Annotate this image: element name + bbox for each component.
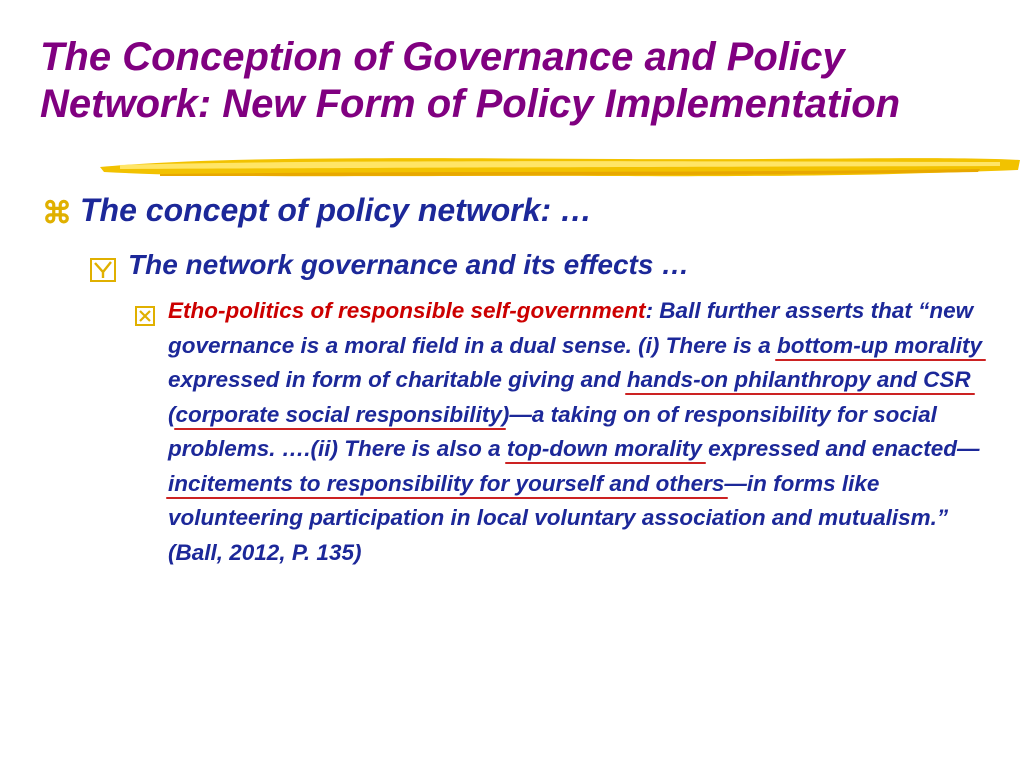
command-icon: ⌘ [42,197,72,230]
underlined-phrase: incitements to responsibility for yourself and others [168,470,725,496]
text-segment: expressed and enacted— [701,436,980,461]
text-segment: expressed in form of charitable giving and [168,367,627,392]
underlined-phrase: top-down morality [506,436,702,461]
text-segment: )—a taking on of responsibility for social problems. ….(ii) There is also a [168,401,937,461]
underlined-phrase: hands-on philanthropy and CSR [626,367,971,392]
bullet-level-1-text: The concept of policy network: … [80,192,593,228]
text-segment: ( [168,401,176,427]
bullet-level-2-text: The network governance and its effects … [128,249,690,280]
text-segment: : Ball further asserts that “ [645,298,930,323]
text-segment: —in forms like volunteering participation in local voluntary association and mutualism.” (Ball, 2012, P. 135) [168,470,949,565]
bullet-level-1 [42,190,1002,230]
bullet-level-2 [90,247,990,283]
checkbox-check-icon [90,255,116,291]
underlined-phrase: new governance is a moral field [168,298,974,358]
title-brush-underline [100,150,1020,184]
checkbox-x-icon [135,302,155,337]
title-line-2: Network: New Form of Policy Implementation [40,82,901,126]
underlined-phrase: corporate social responsibility [175,401,502,427]
slide-title [40,34,1000,128]
lead-term: Etho-politics of responsible self-government [168,298,646,323]
quote-paragraph [168,294,995,570]
underlined-phrase: bottom-up morality [776,332,982,358]
text-segment: in a dual sense. (i) There is a [458,332,777,358]
title-line-1: The Conception of Governance and Policy [40,35,845,79]
bullet-level-3 [135,294,995,570]
